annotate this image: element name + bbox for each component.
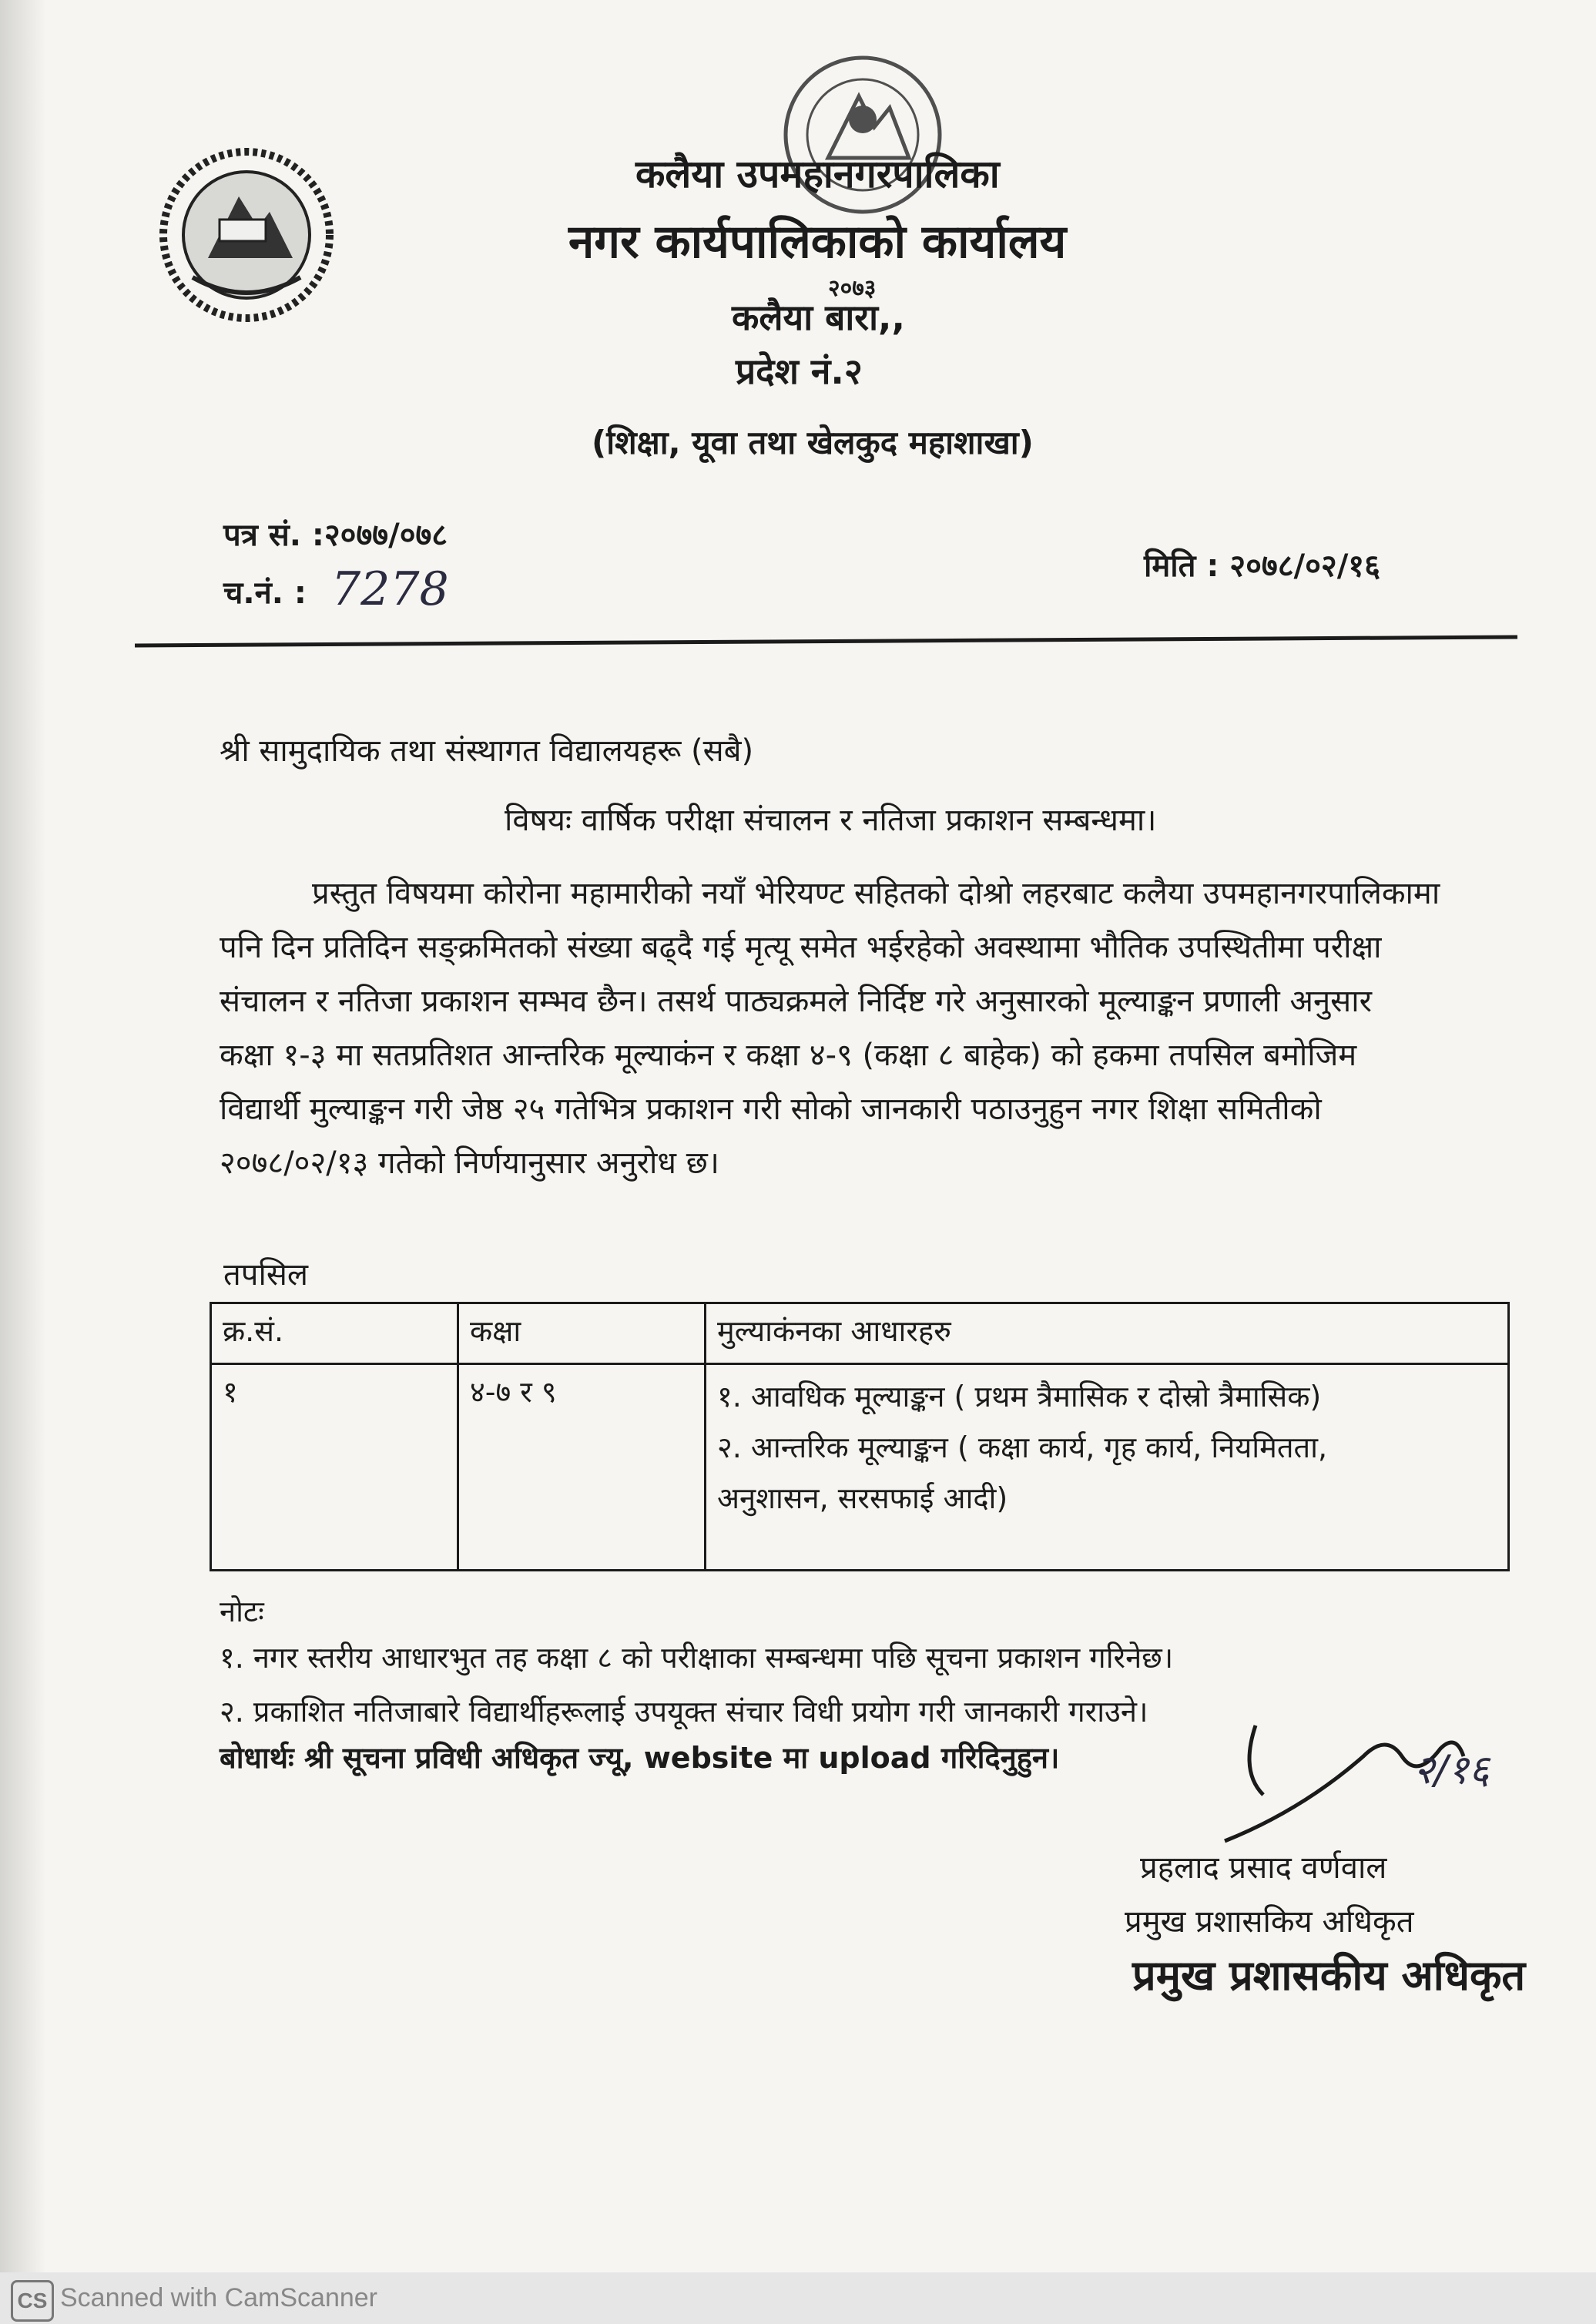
recipient: श्री सामुदायिक तथा संस्थागत विद्यालयहरू (सबै)	[220, 733, 754, 769]
letter-date: मिति : २०७८/०२/१६	[1144, 548, 1380, 584]
seal-year: २०७३	[828, 275, 877, 302]
camscanner-logo: CS	[11, 2280, 54, 2322]
dispatch-number-handwritten: 7278	[331, 562, 449, 616]
office-name: नगर कार्यपालिकाको कार्यालय	[568, 215, 1067, 269]
table-cell-sn: १	[211, 1364, 458, 1571]
basis-item: २. आन्तरिक मूल्याङ्कन ( कक्षा कार्य, गृह कार्य, नियमितता,	[717, 1430, 1328, 1464]
header-divider	[135, 635, 1517, 648]
division-name: (शिक्षा, यूवा तथा खेलकुद महाशाखा)	[592, 424, 1034, 461]
body-line: संचालन र नतिजा प्रकाशन सम्भव छैन। तसर्थ पाठ्यक्रमले निर्दिष्ट गरे अनुसारको मूल्याङ्कन प्रणाली अनुसार	[220, 984, 1372, 1019]
signatory-name: प्रहलाद प्रसाद वर्णवाल	[1140, 1850, 1387, 1886]
table-header: मुल्याकंनका आधारहरु	[706, 1303, 1509, 1364]
table-cell-class: ४-७ र ९	[458, 1364, 706, 1571]
designation-stamp: प्रमुख प्रशासकीय अधिकृत	[1132, 1951, 1526, 2000]
province-number: प्रदेश नं.२	[736, 350, 863, 392]
table-header-row	[211, 1303, 1509, 1364]
notes-label: नोटः	[220, 1595, 264, 1628]
signature-date: २/१६	[1413, 1747, 1490, 1793]
signatory-designation: प्रमुख प्रशासकिय अधिकृत	[1125, 1904, 1414, 1940]
scan-shadow	[0, 0, 46, 2272]
body-line: प्रस्तुत विषयमा कोरोना महामारीको नयाँ भेरियण्ट सहितको दोश्रो लहरबाट कलैया उपमहानगरपालिकामा	[312, 876, 1440, 911]
municipality-seal-icon	[774, 42, 951, 227]
camscanner-text: Scanned with CamScanner	[60, 2283, 378, 2312]
letter-number: पत्र सं. :२०७७/०७८	[223, 518, 448, 553]
scanner-footer	[0, 2272, 1596, 2324]
evaluation-table	[210, 1302, 1510, 1571]
dispatch-number-label: च.नं. :	[223, 575, 307, 611]
office-address: कलैया बारा,,	[732, 297, 905, 338]
basis-item: अनुशासन, सरसफाई आदी)	[717, 1481, 1008, 1515]
table-header: कक्षा	[458, 1303, 706, 1364]
body-line: विद्यार्थी मुल्याङ्कन गरी जेष्ठ २५ गतेभित्र प्रकाशन गरी सोको जानकारी पठाउनुहुन नगर शिक्षा समितीको	[220, 1092, 1322, 1127]
municipality-name: कलैया उपमहानगरपालिका	[635, 152, 1000, 196]
body-line: कक्षा १-३ मा सतप्रतिशत आन्तरिक मूल्याकंन र कक्षा ४-९ (कक्षा ८ बाहेक) को हकमा तपसिल बमोजिम	[220, 1038, 1357, 1073]
info-note: बोधार्थः श्री सूचना प्रविधी अधिकृत ज्यू, website मा upload गरिदिनुहुन।	[220, 1741, 1060, 1775]
table-cell-basis	[706, 1364, 1509, 1571]
table-header: क्र.सं.	[211, 1303, 458, 1364]
note-item: १. नगर स्तरीय आधारभुत तह कक्षा ८ को परीक्षाका सम्बन्धमा पछि सूचना प्रकाशन गरिनेछ।	[220, 1641, 1174, 1675]
body-line: २०७८/०२/१३ गतेको निर्णयानुसार अनुरोध छ।	[220, 1145, 719, 1181]
schedule-label: तपसिल	[223, 1257, 309, 1293]
government-emblem-icon	[146, 143, 347, 327]
table-row	[211, 1364, 1509, 1571]
subject: विषयः वार्षिक परीक्षा संचालन र नतिजा प्रकाशन सम्बन्धमा।	[505, 803, 1157, 838]
note-item: २. प्रकाशित नतिजाबारे विद्यार्थीहरूलाई उपयूक्त संचार विधी प्रयोग गरी जानकारी गराउने।	[220, 1695, 1148, 1729]
basis-item: १. आवधिक मूल्याङ्कन ( प्रथम त्रैमासिक र दोस्रो त्रैमासिक)	[717, 1380, 1322, 1414]
body-line: पनि दिन प्रतिदिन सङ्क्रमितको संख्या बढ्दै गई मृत्यू समेत भईरहेको अवस्थामा भौतिक उपस्थितीमा परीक्षा	[220, 930, 1382, 965]
